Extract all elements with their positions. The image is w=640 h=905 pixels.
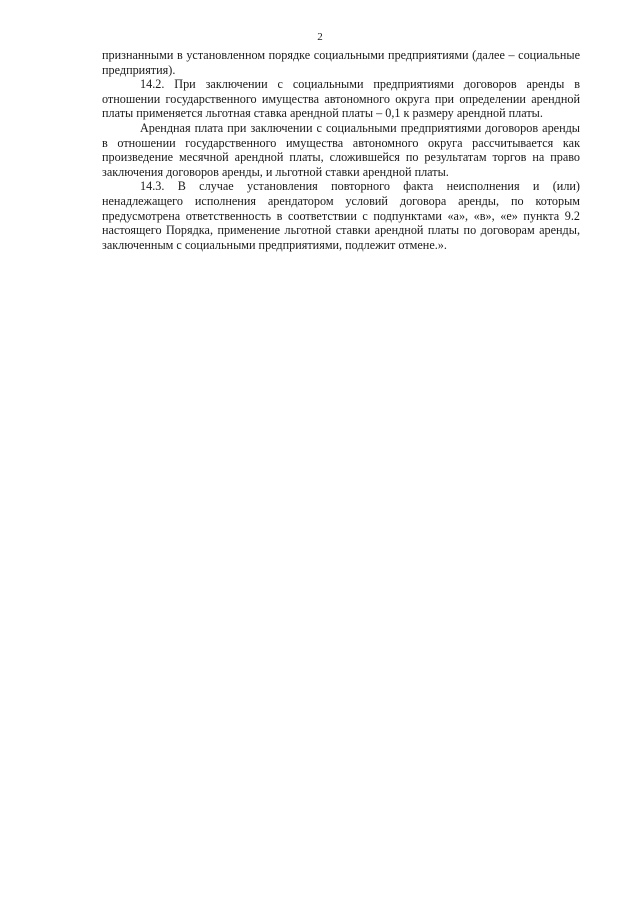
page-number: 2 xyxy=(317,31,323,43)
document-body xyxy=(102,48,580,252)
paragraph-3: Арендная плата при заключении с социальными предприятиями договоров аренды в отношении государственного имущества автономного округа рассчитывается как произведение месячной арендной платы, сложившейся по результатам торгов на право заключения договоров аренды, и льготной ставки арендной платы. xyxy=(102,120,580,179)
paragraph-1: признанными в установленном порядке социальными предприятиями (далее – социальные предприятия). xyxy=(102,48,580,77)
paragraph-4: 14.3. В случае установления повторного факта неисполнения и (или) ненадлежащего исполнения арендатором условий договора аренды, по которым предусмотрена ответственность в соответствии с подпунктами «а», «в», «е» пункта 9.2 настоящего Порядка, применение льготной ставки арендной платы по договорам аренды, заключенным с социальными предприятиями, подлежит отмене.». xyxy=(102,179,580,252)
paragraph-2: 14.2. При заключении с социальными предприятиями договоров аренды в отношении государственного имущества автономного округа при определении арендной платы применяется льготная ставка арендной платы – 0,1 к размеру арендной платы. xyxy=(102,77,580,121)
